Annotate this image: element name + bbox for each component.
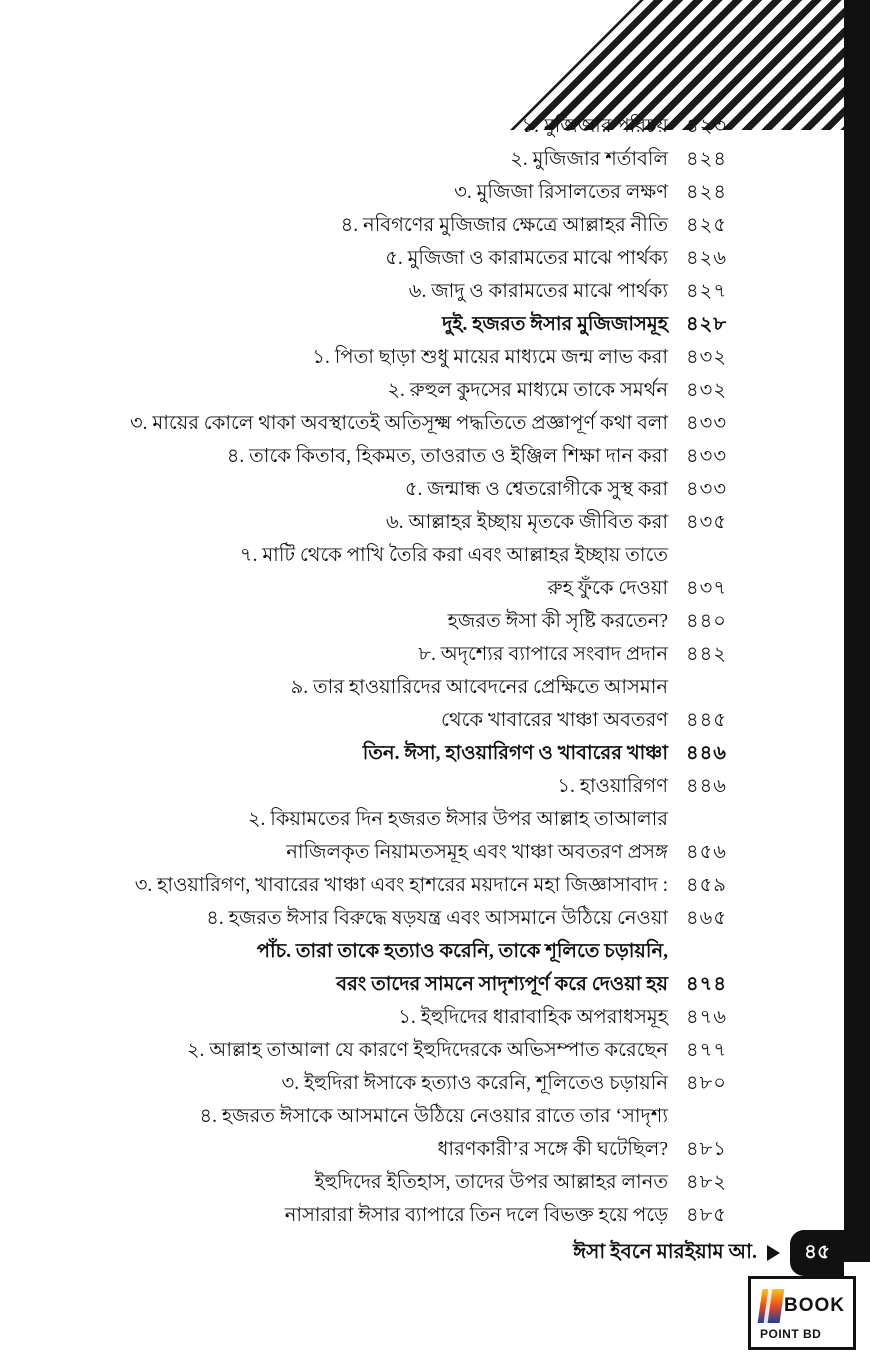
toc-entry-label: ৭. মাটি থেকে পাখি তৈরি করা এবং আল্লাহর ইচ্ছায় তাতে [239,545,668,566]
toc-entry[interactable] [60,739,750,769]
page-footer [0,1230,870,1276]
toc-entry-page: ৪২৫ [686,215,727,236]
toc-entry-label: ৮. অদৃশ্যের ব্যাপারে সংবাদ প্রদান [418,644,668,665]
toc-entry-label: ইহুদিদের ইতিহাস, তাদের উপর আল্লাহর লানত [314,1172,668,1193]
toc-entry[interactable] [60,937,750,967]
toc-entry[interactable] [60,442,750,472]
toc-entry-label: থেকে খাবারের খাঞ্চা অবতরণ [441,710,668,731]
toc-entry-page: ৪৮১ [686,1139,727,1160]
toc-entry-page: ৪২৪ [686,182,727,203]
toc-entry[interactable] [60,970,750,1000]
toc-entry-label: নাজিলকৃত নিয়ামতসমূহ এবং খাঞ্চা অবতরণ প্রসঙ্গ [286,842,668,863]
toc-entry-label: ২. আল্লাহ তাআলা যে কারণে ইহুদিদেরকে অভিসম্পাত করেছেন [186,1040,668,1061]
toc-entry-page: ৪৪৬ [686,776,727,797]
toc-entry[interactable] [60,1003,750,1033]
toc-entry-label: ২. মুজিজার শর্তাবলি [510,149,668,170]
toc-entry-page: ৪২৩ [686,116,728,137]
toc-entry[interactable] [60,574,750,604]
toc-entry-page: ৪৫৬ [686,842,727,863]
toc-entry-page: ৪৩৩ [686,479,728,500]
toc-entry-label: হজরত ঈসা কী সৃষ্টি করতেন? [447,611,668,632]
toc-entry-label: ৪. হজরত ঈসাকে আসমানে উঠিয়ে নেওয়ার রাতে তার ‘সাদৃশ্য [199,1106,668,1127]
book-icon [758,1289,785,1323]
toc-entry-label: ৫. মুজিজা ও কারামতের মাঝে পার্থক্য [385,248,668,269]
page-side-bar [844,0,870,1262]
logo-sub-text: POINT BD [760,1327,822,1341]
table-of-contents [60,112,750,1234]
toc-entry-page: ৪৩৩ [686,413,728,434]
toc-entry-page: ৪৪২ [686,644,727,665]
toc-entry-page: ৪৬৫ [686,908,727,929]
toc-entry[interactable] [60,772,750,802]
stripes-corner-cut [510,0,640,130]
toc-entry-label: ৩. মায়ের কোলে থাকা অবস্থাতেই অতিসূক্ষ্ম পদ্ধতিতে প্রজ্ঞাপূর্ণ কথা বলা [129,413,668,434]
toc-entry-label: ৩. ইহুদিরা ঈসাকে হত্যাও করেনি, শূলিতেও চড়ায়নি [281,1073,668,1094]
toc-entry-label: ২. কিয়ামতের দিন হজরত ঈসার উপর আল্লাহ তাআলার [247,809,668,830]
decorative-stripes [510,0,870,130]
toc-entry[interactable] [60,277,750,307]
toc-entry-label: ১. ইহুদিদের ধারাবাহিক অপরাধসমূহ [398,1007,668,1028]
toc-entry-page: ৪৭৬ [686,1007,728,1028]
toc-entry-label: ১. মুজিজার পরিচয় [521,116,668,137]
toc-entry[interactable] [60,871,750,901]
toc-entry[interactable] [60,343,750,373]
toc-entry-page: ৪৫৯ [686,875,727,896]
toc-entry-page: ৪৮০ [686,1073,727,1094]
toc-entry[interactable] [60,706,750,736]
logo-main-text: BOOK [784,1295,845,1316]
footer-chapter-title: ঈসা ইবনে মারইয়াম আ. [573,1240,757,1263]
publisher-logo [748,1276,856,1350]
toc-entry-page: ৪২৬ [686,248,728,269]
toc-entry-label: ১. পিতা ছাড়া শুধু মায়ের মাধ্যমে জন্ম লাভ করা [312,347,668,368]
toc-entry-page: ৪৪৬ [686,743,727,764]
toc-entry[interactable] [60,1135,750,1165]
toc-entry-label: ৩. হাওয়ারিগণ, খাবারের খাঞ্চা এবং হাশরের ময়দানে মহা জিজ্ঞাসাবাদ : [134,875,668,896]
toc-entry-page: ৪৭৭ [686,1040,728,1061]
footer-page-number: ৪৫ [790,1230,844,1276]
toc-entry[interactable] [60,541,750,571]
toc-entry-label: ৪. নবিগণের মুজিজার ক্ষেত্রে আল্লাহর নীতি [340,215,668,236]
toc-entry-page: ৪৩২ [686,347,728,368]
toc-entry[interactable] [60,112,750,142]
toc-entry[interactable] [60,376,750,406]
toc-entry[interactable] [60,904,750,934]
toc-entry-label: ধারণকারী’র সঙ্গে কী ঘটেছিল? [437,1139,668,1160]
toc-entry[interactable] [60,838,750,868]
toc-entry[interactable] [60,475,750,505]
toc-entry-label: ৯. তার হাওয়ারিদের আবেদনের প্রেক্ষিতে আসমান [290,677,668,698]
toc-entry-label: দুই. হজরত ঈসার মুজিজাসমূহ [442,314,668,335]
toc-entry-page: ৪৭৪ [686,974,727,995]
toc-entry[interactable] [60,673,750,703]
toc-entry-label: ৪. হজরত ঈসার বিরুদ্ধে ষড়যন্ত্র এবং আসমানে উঠিয়ে নেওয়া [206,908,668,929]
toc-entry-label: পাঁচ. তারা তাকে হত্যাও করেনি, তাকে শূলিতে চড়ায়নি, [256,941,668,962]
toc-entry-label: ৪. তাকে কিতাব, হিকমত, তাওরাত ও ইঞ্জিল শিক্ষা দান করা [226,446,668,467]
toc-entry[interactable] [60,409,750,439]
toc-entry-label: রুহ ফুঁকে দেওয়া [547,578,668,599]
toc-entry-page: ৪৪৫ [686,710,727,731]
toc-entry[interactable] [60,1036,750,1066]
toc-entry[interactable] [60,145,750,175]
toc-entry-label: ৩. মুজিজা রিসালতের লক্ষণ [454,182,668,203]
toc-entry-page: ৪২৭ [686,281,728,302]
toc-entry[interactable] [60,244,750,274]
toc-entry-label: নাসারারা ঈসার ব্যাপারে তিন দলে বিভক্ত হয়ে পড়ে [284,1205,668,1226]
toc-entry[interactable] [60,1069,750,1099]
toc-entry[interactable] [60,1168,750,1198]
toc-entry-page: ৪৪০ [686,611,727,632]
toc-entry[interactable] [60,805,750,835]
toc-entry-page: ৪৩৫ [686,512,727,533]
toc-entry[interactable] [60,508,750,538]
toc-entry-label: ২. রুহুল কুদসের মাধ্যমে তাকে সমর্থন [387,380,668,401]
toc-entry-page: ৪৩২ [686,380,728,401]
toc-entry[interactable] [60,178,750,208]
toc-entry[interactable] [60,211,750,241]
toc-entry-page: ৪৮২ [686,1172,727,1193]
toc-entry-page: ৪৩৩ [686,446,728,467]
toc-entry[interactable] [60,1201,750,1231]
toc-entry[interactable] [60,310,750,340]
toc-entry-page: ৪২৪ [686,149,727,170]
toc-entry[interactable] [60,607,750,637]
toc-entry[interactable] [60,1102,750,1132]
footer-arrow-icon [767,1245,780,1261]
toc-entry-page: ৪২৮ [686,314,727,335]
toc-entry-page: ৪৮৫ [686,1205,727,1226]
toc-entry-label: বরং তাদের সামনে সাদৃশ্যপূর্ণ করে দেওয়া হয় [336,974,668,995]
toc-entry-label: ১. হাওয়ারিগণ [557,776,668,797]
toc-entry-label: ৫. জন্মান্ধ ও শ্বেতরোগীকে সুস্থ করা [404,479,668,500]
toc-entry-label: ৬. আল্লাহর ইচ্ছায় মৃতকে জীবিত করা [386,512,668,533]
toc-entry-label: ৬. জাদু ও কারামতের মাঝে পার্থক্য [408,281,668,302]
logo-inner [751,1279,853,1347]
toc-entry-label: তিন. ঈসা, হাওয়ারিগণ ও খাবারের খাঞ্চা [362,743,668,764]
toc-entry-page: ৪৩৭ [686,578,728,599]
toc-entry[interactable] [60,640,750,670]
